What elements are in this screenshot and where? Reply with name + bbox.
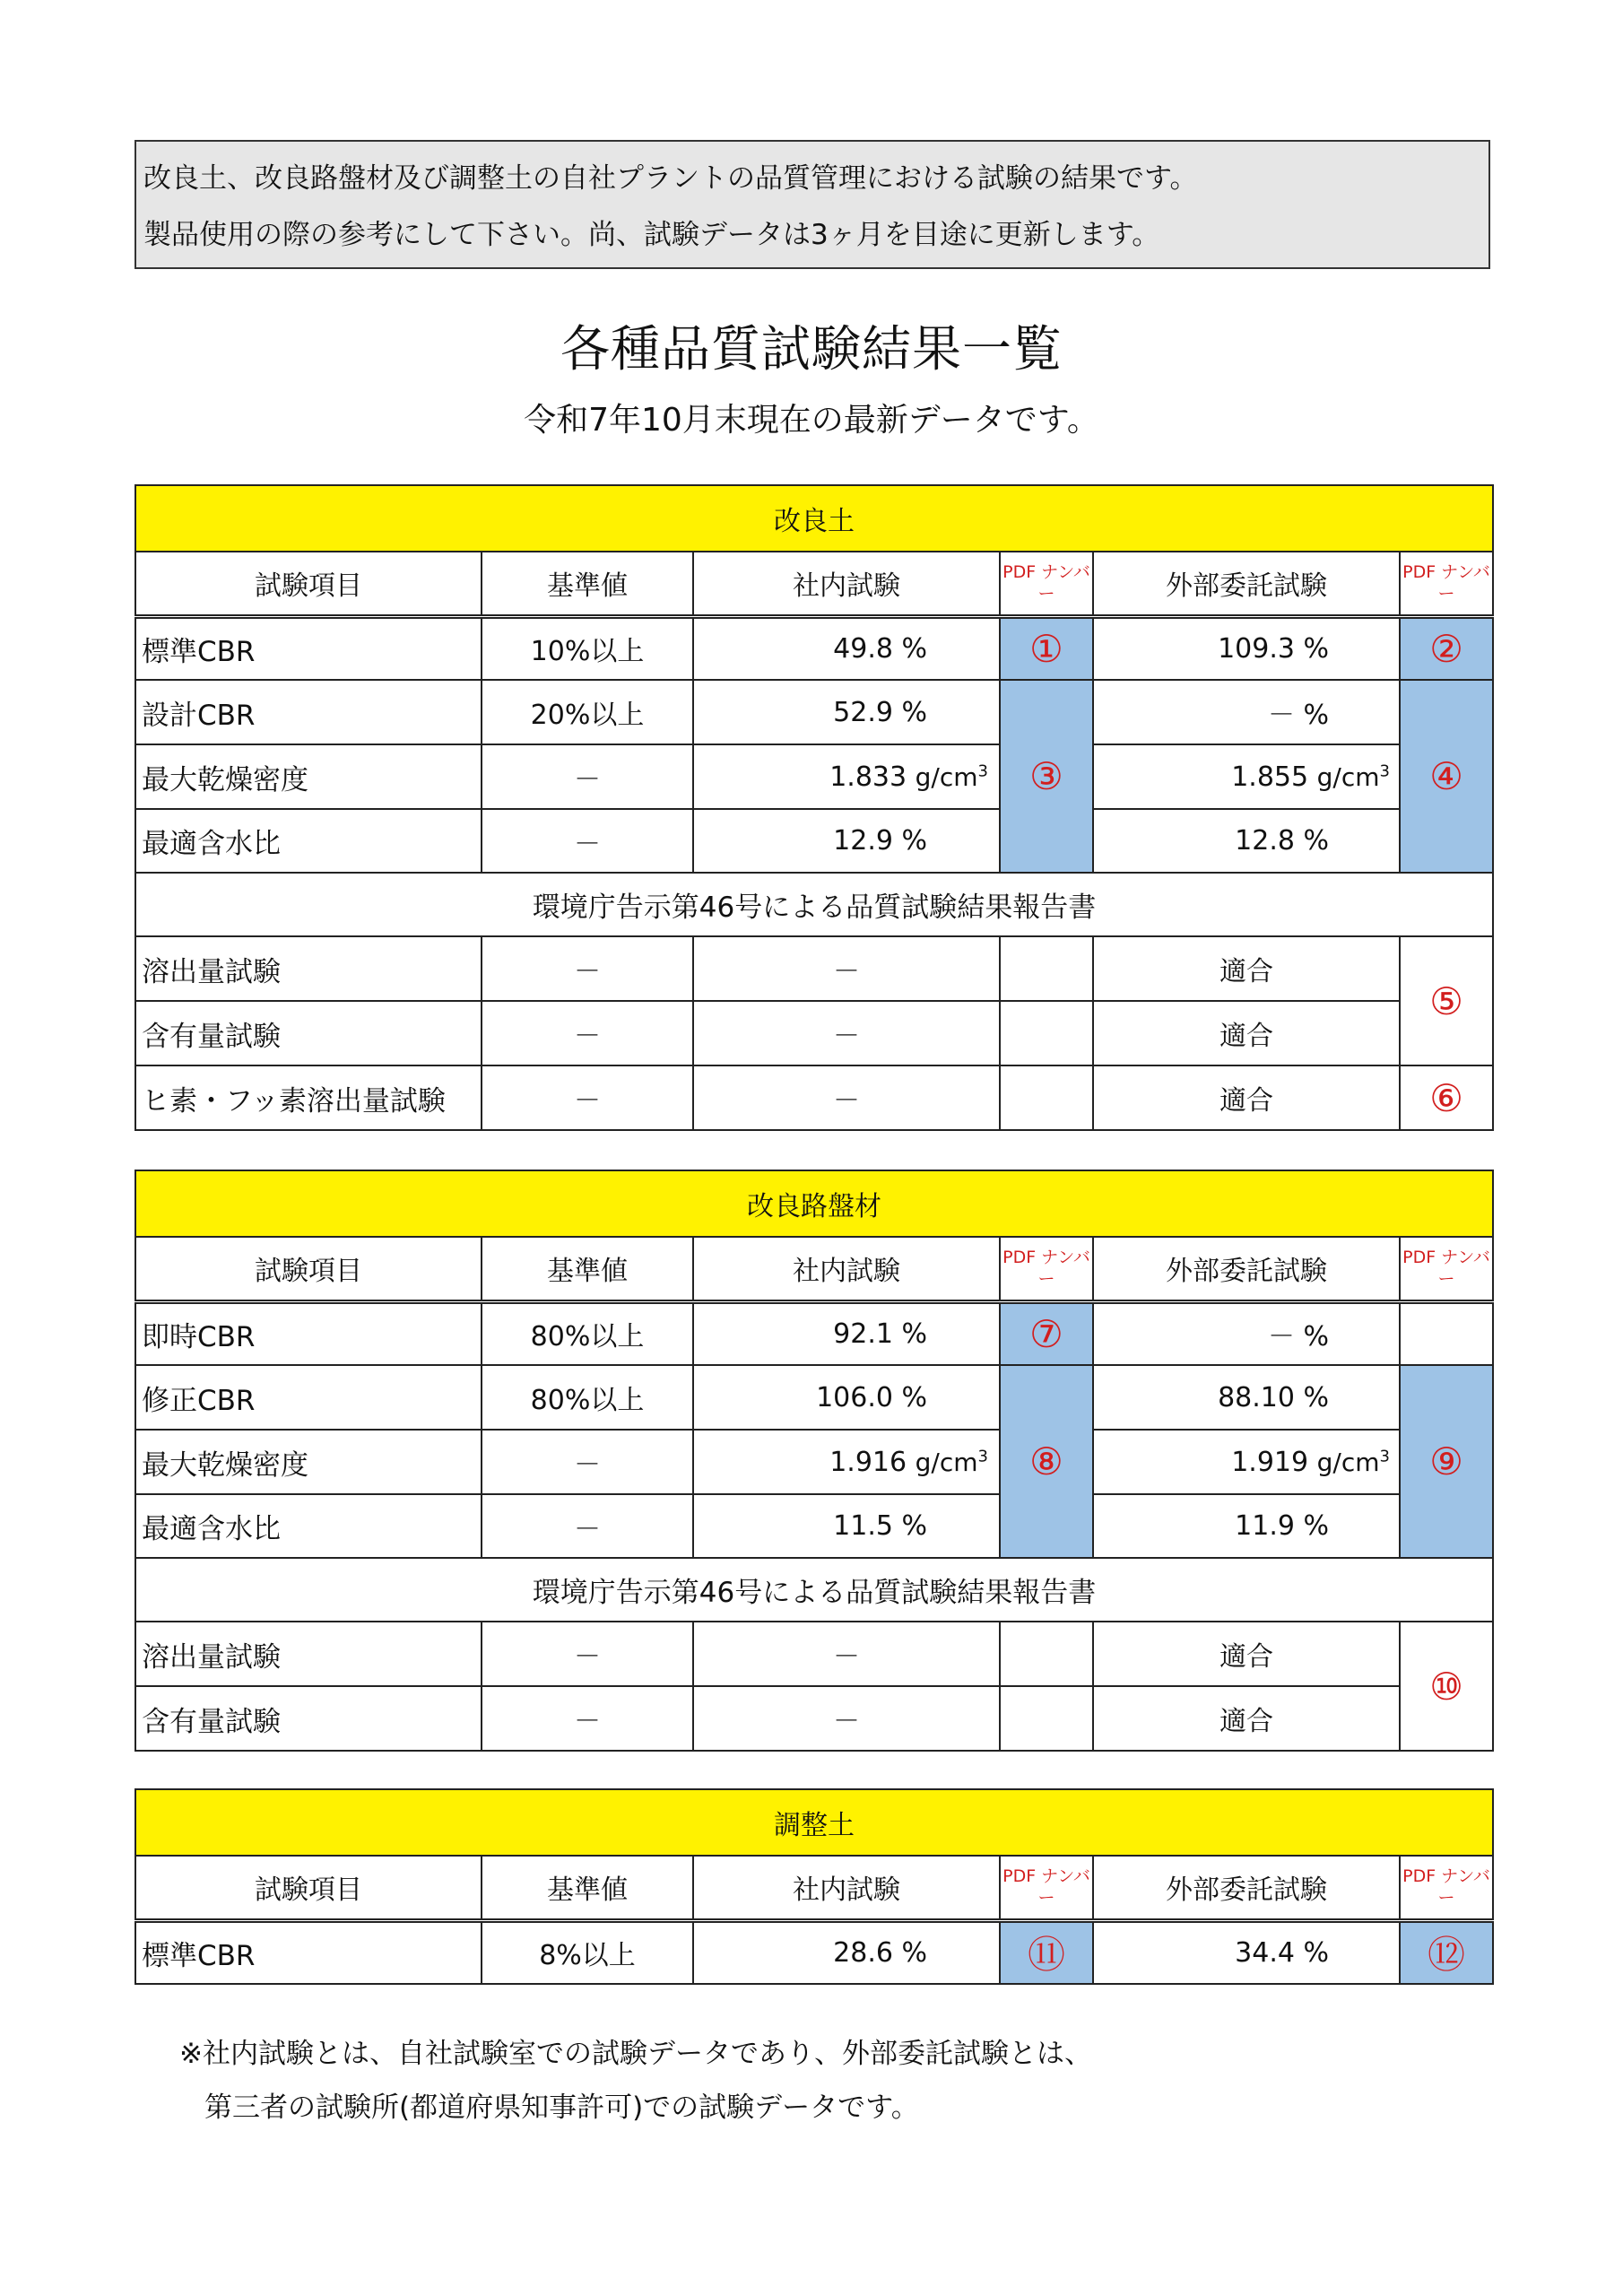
table-row <box>135 1365 1493 1430</box>
row-standard: － <box>482 936 693 1001</box>
header-external: 外部委託試験 <box>1093 552 1400 616</box>
row-internal: － <box>693 936 1000 1001</box>
row-standard: － <box>482 1622 693 1686</box>
row-external: 適合 <box>1093 1686 1400 1751</box>
section-title: 改良路盤材 <box>135 1170 1493 1237</box>
pdf-link-8[interactable]: ⑧ <box>1000 1365 1093 1558</box>
row-external: － % <box>1093 680 1400 744</box>
header-internal: 社内試験 <box>693 1856 1000 1920</box>
section-title: 改良土 <box>135 485 1493 552</box>
row-item: 溶出量試験 <box>135 1622 482 1686</box>
row-standard: 80%以上 <box>482 1365 693 1430</box>
table-row <box>135 1430 1493 1494</box>
pdf-link-2[interactable]: ② <box>1400 616 1493 680</box>
row-standard: 8%以上 <box>482 1920 693 1984</box>
row-internal: － <box>693 1001 1000 1065</box>
header-internal: 社内試験 <box>693 1237 1000 1301</box>
page-subtitle: 令和7年10月末現在の最新データです。 <box>524 402 1099 439</box>
header-pdf: PDF ナンバー <box>1400 552 1493 616</box>
header-external: 外部委託試験 <box>1093 1856 1400 1920</box>
row-internal-density <box>693 1430 1000 1494</box>
table-row <box>135 616 1493 680</box>
row-external-density <box>1093 1430 1400 1494</box>
row-standard: － <box>482 744 693 809</box>
row-standard: － <box>482 1430 693 1494</box>
pdf-link-10[interactable]: ⑩ <box>1400 1622 1493 1751</box>
row-internal: 12.9 % <box>693 809 1000 873</box>
row-external: 適合 <box>1093 1001 1400 1065</box>
row-standard: － <box>482 1686 693 1751</box>
row-item: 修正CBR <box>135 1365 482 1430</box>
header-standard: 基準値 <box>482 552 693 616</box>
row-item: 最適含水比 <box>135 1494 482 1558</box>
row-internal: 106.0 % <box>693 1365 1000 1430</box>
header-standard: 基準値 <box>482 1856 693 1920</box>
notice-box <box>135 140 1490 269</box>
row-standard: － <box>482 809 693 873</box>
row-internal: － <box>693 1065 1000 1130</box>
row-external: 適合 <box>1093 1622 1400 1686</box>
table-row <box>135 1494 1493 1558</box>
density-unit: $g/cm^3$ <box>1316 1447 1390 1477</box>
row-item: 最大乾燥密度 <box>135 1430 482 1494</box>
row-item: 標準CBR <box>135 1920 482 1984</box>
header-standard: 基準値 <box>482 1237 693 1301</box>
table-row <box>135 936 1493 1001</box>
header-pdf: PDF ナンバー <box>1000 1237 1093 1301</box>
notice-line-2: 製品使用の際の参考にして下さい。尚、試験データは3ヶ月を目途に更新します。 <box>143 219 1160 251</box>
row-internal: 11.5 % <box>693 1494 1000 1558</box>
header-internal: 社内試験 <box>693 552 1000 616</box>
notice-line-1: 改良土、改良路盤材及び調整土の自社プラントの品質管理における試験の結果です。 <box>143 162 1198 195</box>
pdf-link-11[interactable]: ⑪ <box>1000 1920 1093 1984</box>
row-internal: － <box>693 1686 1000 1751</box>
pdf-link-12[interactable]: ⑫ <box>1400 1920 1493 1984</box>
density-value: 1.919 <box>1231 1446 1309 1478</box>
row-item: 溶出量試験 <box>135 936 482 1001</box>
page-title: 各種品質試験結果一覧 <box>560 320 1063 378</box>
row-standard: 80%以上 <box>482 1301 693 1365</box>
row-item: 設計CBR <box>135 680 482 744</box>
row-external: 34.4 % <box>1093 1920 1400 1984</box>
row-standard: 20%以上 <box>482 680 693 744</box>
table-row <box>135 1065 1493 1130</box>
table-row <box>135 680 1493 744</box>
row-item: 含有量試験 <box>135 1686 482 1751</box>
row-external: 88.10 % <box>1093 1365 1400 1430</box>
table-kairyodo <box>135 484 1494 1131</box>
row-pdf-empty <box>1000 1622 1093 1686</box>
row-item: 最適含水比 <box>135 809 482 873</box>
row-pdf-empty <box>1000 1686 1093 1751</box>
pdf-link-7[interactable]: ⑦ <box>1000 1301 1093 1365</box>
density-unit: $g/cm^3$ <box>915 761 988 792</box>
density-unit: $g/cm^3$ <box>1316 761 1390 792</box>
header-pdf: PDF ナンバー <box>1400 1237 1493 1301</box>
table-row <box>135 1622 1493 1686</box>
table-row <box>135 1920 1493 1984</box>
header-pdf: PDF ナンバー <box>1400 1856 1493 1920</box>
row-external-density <box>1093 744 1400 809</box>
row-internal: 92.1 % <box>693 1301 1000 1365</box>
env-report-note: 環境庁告示第46号による品質試験結果報告書 <box>135 1558 1493 1622</box>
pdf-link-4[interactable]: ④ <box>1400 680 1493 873</box>
table-row <box>135 1001 1493 1065</box>
row-pdf-empty <box>1000 936 1093 1001</box>
row-internal: 52.9 % <box>693 680 1000 744</box>
row-external: 11.9 % <box>1093 1494 1400 1558</box>
footnote-line-1: ※社内試験とは、自社試験室での試験データであり、外部委託試験とは、 <box>179 2038 1092 2070</box>
pdf-link-3[interactable]: ③ <box>1000 680 1093 873</box>
row-standard: － <box>482 1001 693 1065</box>
row-standard: － <box>482 1065 693 1130</box>
header-pdf: PDF ナンバー <box>1000 1856 1093 1920</box>
pdf-link-5[interactable]: ⑤ <box>1400 936 1493 1065</box>
row-standard: 10%以上 <box>482 616 693 680</box>
header-item: 試験項目 <box>135 1237 482 1301</box>
pdf-link-9[interactable]: ⑨ <box>1400 1365 1493 1558</box>
table-row <box>135 1686 1493 1751</box>
header-item: 試験項目 <box>135 552 482 616</box>
row-internal-density <box>693 744 1000 809</box>
row-standard: － <box>482 1494 693 1558</box>
density-value: 1.916 <box>829 1446 907 1478</box>
row-external: 12.8 % <box>1093 809 1400 873</box>
footnote <box>179 2027 1092 2135</box>
env-report-note: 環境庁告示第46号による品質試験結果報告書 <box>135 873 1493 936</box>
density-value: 1.855 <box>1231 761 1309 793</box>
row-item: 含有量試験 <box>135 1001 482 1065</box>
density-unit: $g/cm^3$ <box>915 1447 988 1477</box>
row-item: 標準CBR <box>135 616 482 680</box>
table-kairyo-robanzai <box>135 1170 1494 1752</box>
row-item: ヒ素・フッ素溶出量試験 <box>135 1065 482 1130</box>
table-choseido <box>135 1788 1494 1985</box>
row-internal: 28.6 % <box>693 1920 1000 1984</box>
table-row <box>135 1301 1493 1365</box>
row-pdf-empty <box>1000 1001 1093 1065</box>
row-pdf-empty <box>1400 1301 1493 1365</box>
row-internal: 49.8 % <box>693 616 1000 680</box>
header-external: 外部委託試験 <box>1093 1237 1400 1301</box>
pdf-link-1[interactable]: ① <box>1000 616 1093 680</box>
table-row <box>135 809 1493 873</box>
row-pdf-empty <box>1000 1065 1093 1130</box>
header-pdf: PDF ナンバー <box>1000 552 1093 616</box>
row-item: 即時CBR <box>135 1301 482 1365</box>
row-external: 適合 <box>1093 936 1400 1001</box>
section-title: 調整土 <box>135 1789 1493 1856</box>
table-row <box>135 744 1493 809</box>
row-external: 適合 <box>1093 1065 1400 1130</box>
pdf-link-6[interactable]: ⑥ <box>1400 1065 1493 1130</box>
row-external: 109.3 % <box>1093 616 1400 680</box>
row-item: 最大乾燥密度 <box>135 744 482 809</box>
row-external: － % <box>1093 1301 1400 1365</box>
row-internal: － <box>693 1622 1000 1686</box>
density-value: 1.833 <box>829 761 907 793</box>
header-item: 試験項目 <box>135 1856 482 1920</box>
footnote-line-2: 第三者の試験所(都道府県知事許可)での試験データです。 <box>204 2092 919 2124</box>
